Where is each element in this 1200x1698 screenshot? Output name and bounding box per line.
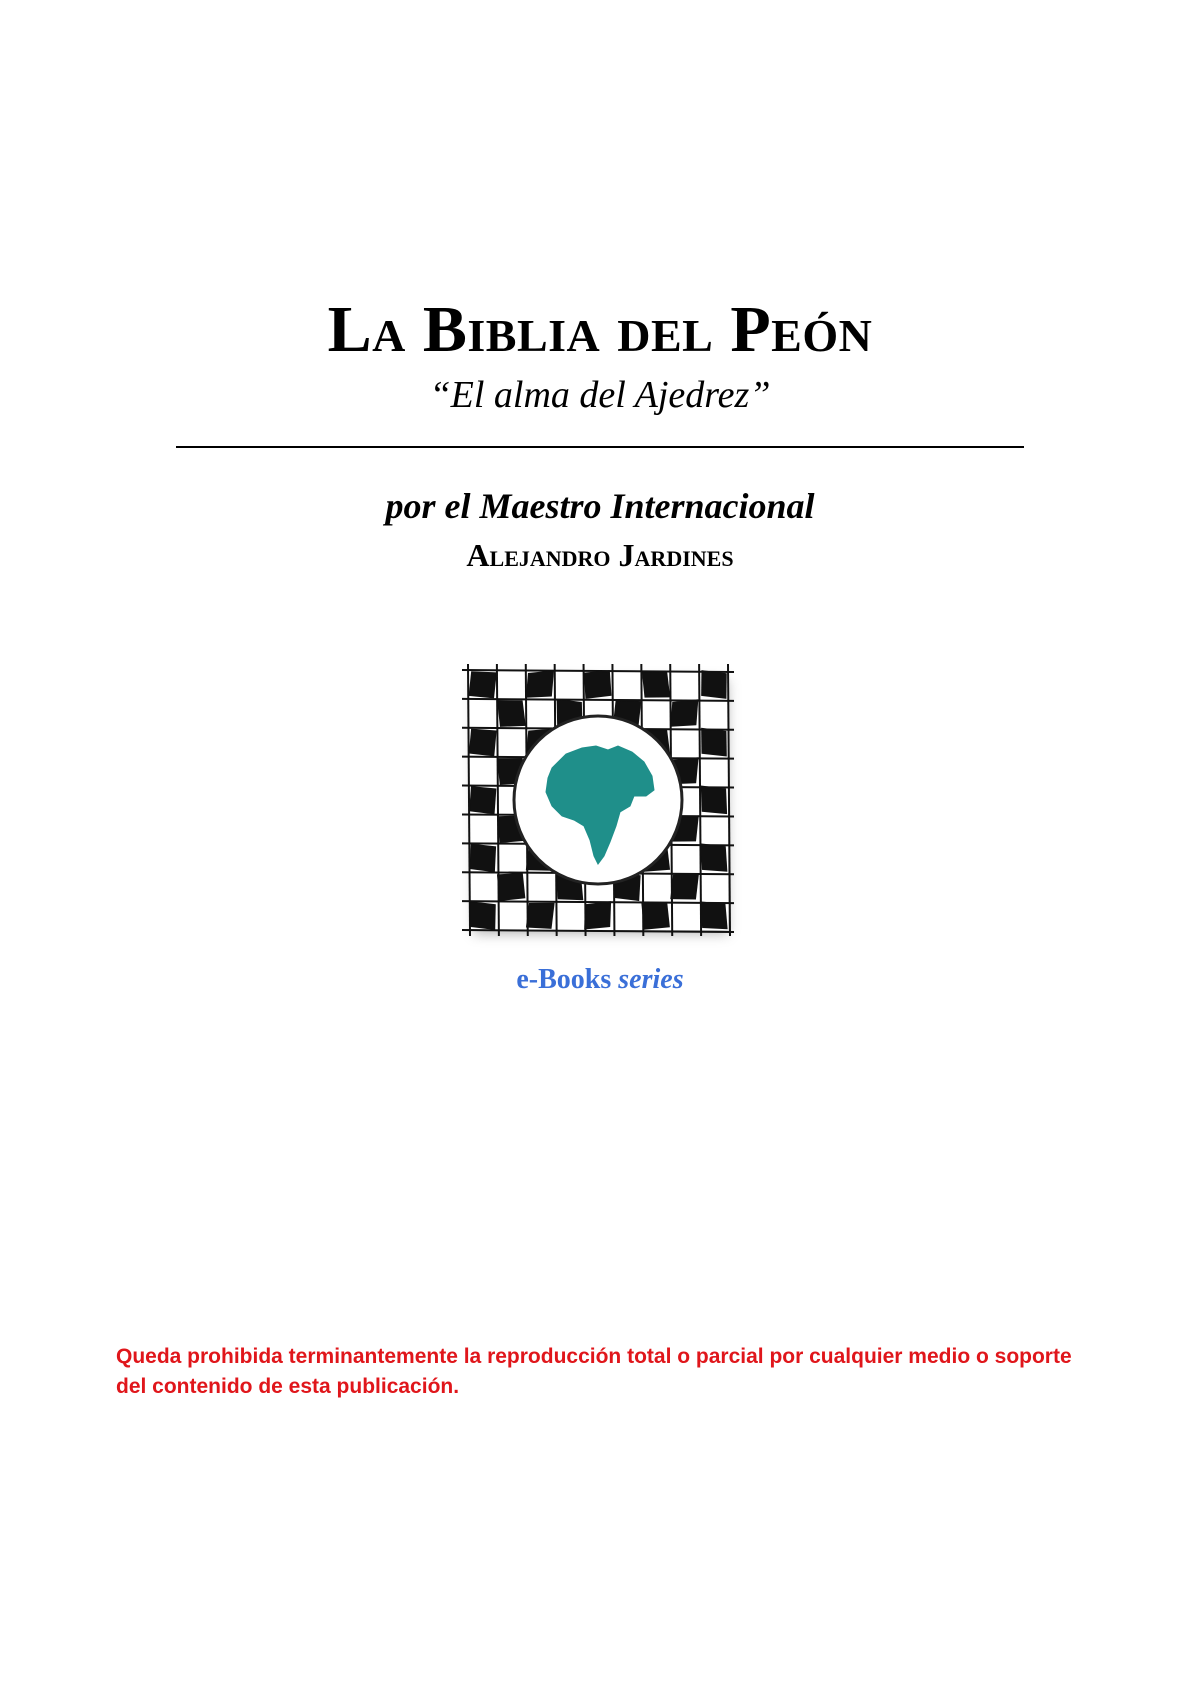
series-label [0,962,1200,998]
author-byline: por el Maestro Internacional [385,486,815,526]
copyright-notice: Queda prohibida terminantemente la reproducción total o parcial por cualquier medio o soporte del contenido de esta publicación. [116,1345,1072,1398]
series-prefix: e-Books [516,964,612,995]
book-subtitle: “El alma del Ajedrez” [429,374,771,416]
title-divider [176,446,1024,448]
chessboard-globe-icon [448,650,748,950]
series-suffix: series [618,964,684,995]
book-title: La Biblia del Peón [327,293,873,366]
author-name: Alejandro Jardines [466,537,734,573]
